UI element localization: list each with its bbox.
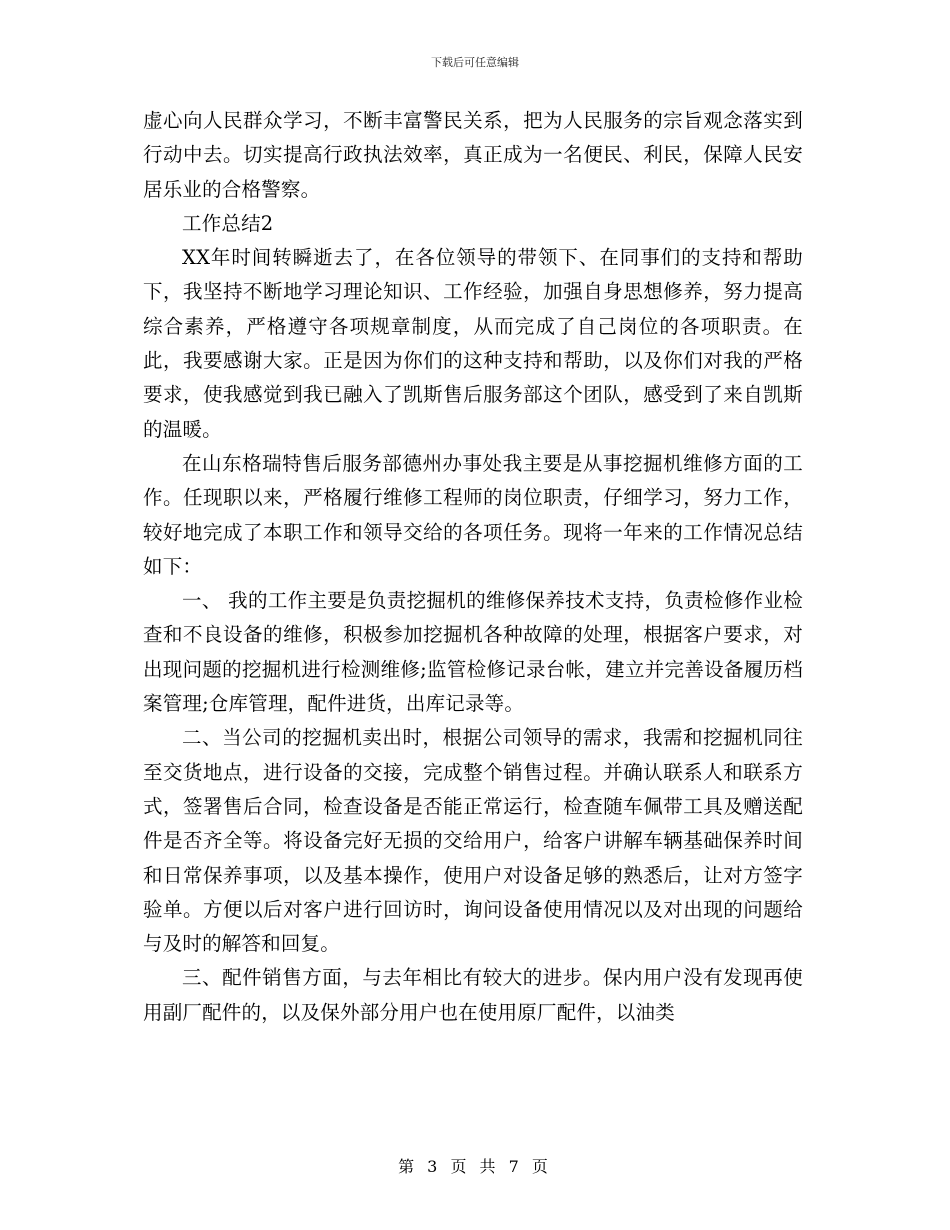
page-number-footer: 第 3 页 共 7 页 (398, 1157, 552, 1176)
paragraph-item-1: 一、 我的工作主要是负责挖掘机的维修保养技术支持，负责检修作业检查和不良设备的维修，积极参加挖掘机各种故障的处理，根据客户要求，对出现问题的挖掘机进行检测维修;监管检修记录台帐，建立并完善设备履历档案管理;仓库管理，配件进货，出库记录等。 (143, 589, 803, 716)
paragraph-item-2: 二、当公司的挖掘机卖出时，根据公司领导的需求，我需和挖掘机同往至交货地点，进行设备的交接，完成整个销售过程。并确认联系人和联系方式，签署售后合同，检查设备是否能正常运行，检查随车佩带工具及赠送配件是否齐全等。将设备完好无损的交给用户，给客户讲解车辆基础保养时间和日常保养事项，以及基本操作，使用户对设备足够的熟悉后，让对方签字验单。方便以后对客户进行回访时，询问设备使用情况以及对出现的问题给与及时的解答和回复。 (143, 726, 803, 956)
page-header: 下载后可任意编辑 (431, 56, 519, 69)
paragraph-role: 在山东格瑞特售后服务部德州办事处我主要是从事挖掘机维修方面的工作。任现职以来，严格履行维修工程师的岗位职责，仔细学习，努力工作，较好地完成了本职工作和领导交给的各项任务。现将一年来的工作情况总结如下： (143, 451, 803, 578)
section-heading: 工作总结2 (182, 211, 274, 235)
paragraph-continuation: 虚心向人民群众学习，不断丰富警民关系，把为人民服务的宗旨观念落实到行动中去。切实提高行政执法效率，真正成为一名便民、利民，保障人民安居乐业的合格警察。 (143, 109, 803, 201)
paragraph-intro: XX年时间转瞬逝去了，在各位领导的带领下、在同事们的支持和帮助下，我坚持不断地学习理论知识、工作经验，加强自身思想修养，努力提高综合素养，严格遵守各项规章制度，从而完成了自己岗位的各项职责。在此，我要感谢大家。正是因为你们的这种支持和帮助，以及你们对我的严格要求，使我感觉到我已融入了凯斯售后服务部这个团队，感受到了来自凯斯的温暖。 (143, 246, 803, 441)
document-body (143, 104, 803, 1030)
paragraph-item-3: 三、配件销售方面，与去年相比有较大的进步。保内用户没有发现再使用副厂配件的，以及保外部分用户也在使用原厂配件，以油类 (143, 966, 803, 1024)
